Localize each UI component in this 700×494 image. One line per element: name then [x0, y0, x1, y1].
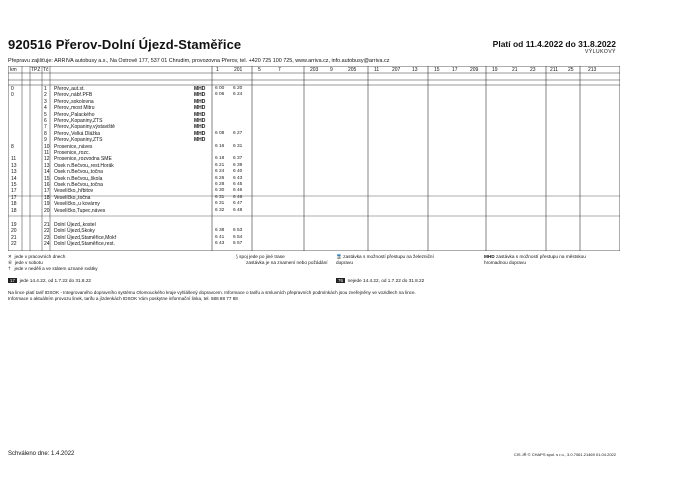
stop-km: 21: [11, 234, 17, 241]
departure-time: 6 57: [233, 241, 243, 247]
stop-tc: 5: [44, 111, 47, 118]
legend-text: jede 14.4.22, od 1.7.22 do 31.8.22: [19, 278, 92, 283]
trip-number: 17: [452, 67, 458, 73]
stop-tc: 16: [44, 182, 50, 188]
exception-label: VÝLUKOVÝ: [585, 49, 616, 55]
legend-text: jede v sobotu: [14, 260, 43, 265]
stop-name: Prosenice,,rozc.: [54, 150, 90, 156]
departure-time: 6 30: [215, 188, 225, 194]
approval-date: Schváleno dne: 1.4.2022: [8, 451, 75, 457]
stop-tag: MHD: [194, 105, 206, 112]
header-tpz: TPZ: [31, 67, 41, 73]
note-badge: 17: [10, 278, 16, 283]
stop-km: 13: [11, 169, 17, 176]
departure-time: 6 45: [233, 182, 243, 187]
trip-number: 13: [412, 67, 418, 73]
departure-time: 6 47: [233, 201, 243, 207]
stop-tc: 8: [44, 130, 47, 137]
stop-tc: 14: [44, 169, 50, 176]
stop-tag: MHD: [194, 98, 206, 105]
stop-tc: 2: [44, 92, 47, 99]
trip-number: 209: [470, 67, 479, 73]
stop-tc: 20: [44, 207, 50, 214]
departure-time: 6 24: [215, 169, 225, 175]
stop-name: Osek n.Bečvou,,rest.Horák: [54, 162, 114, 169]
stop-tc: 12: [44, 156, 50, 163]
trip-number: 25: [568, 67, 574, 73]
departure-time: 6 31: [215, 194, 225, 200]
stop-km: 14: [11, 175, 17, 182]
trip-number: 11: [374, 67, 380, 73]
stop-tc: 15: [44, 175, 50, 182]
departure-time: 6 32: [215, 207, 225, 213]
stop-km: 18: [11, 201, 17, 208]
stop-tc: 6: [44, 118, 47, 124]
trip-number: 7: [278, 67, 281, 73]
legend-note-76: [336, 278, 424, 284]
stop-tc: 23: [44, 234, 50, 241]
departure-time: 6 43: [215, 241, 225, 247]
legend-request-stop: [246, 260, 328, 266]
stop-tag: MHD: [194, 111, 206, 118]
stop-km: 20: [11, 228, 17, 235]
departure-time: 6 16: [215, 143, 225, 149]
stop-name: Přerov,,Palackého: [54, 111, 95, 118]
departure-time: 6 46: [233, 194, 243, 200]
legend-rail: [336, 254, 446, 265]
departure-time: 6 06: [215, 92, 225, 98]
trip-number: 15: [434, 67, 440, 73]
stop-km: 0: [11, 86, 14, 92]
departure-time: 6 00: [215, 86, 225, 91]
trip-number: 19: [492, 67, 498, 73]
stop-name: Přerov,,Kopaniny,ZTS: [54, 118, 103, 124]
departure-time: 6 28: [215, 182, 225, 187]
trip-number: 207: [392, 67, 401, 73]
trip-number: 1: [216, 67, 219, 73]
trip-number: 211: [550, 67, 558, 73]
stop-tag: MHD: [194, 86, 206, 92]
stop-name: Prosenice,,rozvodna SME: [54, 156, 112, 163]
stop-tc: 24: [44, 241, 50, 248]
stop-km: 11: [11, 156, 17, 163]
stop-km: 8: [11, 143, 14, 150]
stop-name: Přerov,,nábř.PFB: [54, 92, 93, 99]
departure-time: 6 31: [215, 201, 225, 207]
legend-note-17: [8, 278, 91, 284]
stop-km: 15: [11, 182, 17, 188]
stop-tc: 3: [44, 98, 47, 105]
train-icon: 🚆: [336, 254, 342, 259]
stop-name: Veselíčko,,u kovárny: [54, 201, 100, 208]
legend-text: zastávka s možností přestupu na městskou hromadnou dopravu: [484, 254, 586, 265]
stop-tc: 1: [44, 86, 47, 92]
stop-tc: 17: [44, 188, 50, 195]
stop-name: Dolní Újezd,Staměřice,rest.: [54, 241, 115, 248]
stop-tag: MHD: [194, 92, 206, 99]
stop-tag: MHD: [194, 118, 206, 124]
note-badge: 76: [338, 278, 344, 283]
stop-name: Dolní Újezd,Staměřice,Mokř: [54, 234, 117, 241]
stop-name: Veselíčko,Tupec,náves: [54, 207, 106, 214]
stop-tc: 13: [44, 162, 50, 169]
departure-time: 6 31: [233, 143, 243, 149]
trip-number: 213: [588, 67, 597, 73]
info-note: Informace o aktuálním provozu linek, tarifu a jízdenkách IDSOK Vám poskytne informační linka, tel. 588 88 77 88: [8, 296, 238, 301]
validity-period: Platí od 11.4.2022 do 31.8.2022: [492, 39, 616, 49]
stop-name: Prosenice,,náves: [54, 143, 93, 150]
legend-text: jede v neděli a ve státem uznané svátky: [14, 266, 98, 271]
stop-name: Přerov,,Kopaniny,ZTS: [54, 137, 103, 144]
stop-name: Přerov,,most Mitru: [54, 105, 95, 112]
stop-km: 22: [11, 241, 17, 248]
legend-text: zastávka je na znamení nebo požádání: [246, 260, 328, 265]
departure-time: 6 54: [233, 234, 243, 240]
departure-time: 6 48: [233, 207, 243, 213]
tariff-note: Na lince platí tarif IDSOK - Integrovaného dopravního systému Olomouckého kraje vyhlášený dopravcem. Informace o tarifu a smluvních přepravních podmínkách jsou zveřejněny ve vozidlech na lince.: [8, 290, 416, 295]
stop-name: Přerov,,Velká Dlážka: [54, 130, 101, 137]
header-km: km: [10, 67, 17, 73]
stop-name: Osek n.Bečvou,,škola: [54, 175, 103, 182]
stop-tc: 21: [44, 222, 50, 228]
departure-time: 6 27: [233, 130, 243, 136]
stop-tc: 4: [44, 105, 47, 112]
stop-name: Veselíčko,,točna: [54, 194, 91, 201]
legend-text: spoj jede po jiné trase: [239, 254, 285, 259]
timetable-grid: [8, 66, 620, 251]
trip-number: 201: [234, 67, 243, 73]
stop-name: Přerov,,Kopaniny,výstaviště: [54, 124, 115, 131]
departure-time: 6 39: [233, 162, 243, 168]
print-info: CIS JŘ © CHAPS spol. s r.o., 3.0.7061.21469 01.04.2022: [513, 452, 616, 457]
operator-info: Přepravu zajišťuje: ARRIVA autobusy a.s., Na Ostrově 177, 537 01 Chrudim, provozovna Přerov, tel. +420 725 100 725, www.arriva.cz, info.autobusy@arriva.cz: [8, 58, 390, 64]
header-tc: Tč: [43, 67, 49, 73]
stop-name: Veselíčko,,hřbitov: [54, 188, 94, 195]
stop-km: 17: [11, 194, 17, 201]
departure-time: 6 21: [215, 162, 225, 168]
departure-time: 6 24: [233, 92, 243, 98]
stop-km: 0: [11, 92, 14, 99]
trip-number: 5: [258, 67, 261, 73]
trip-number: 9: [330, 67, 333, 73]
legend-text: nejede 14.4.22, od 1.7.22 do 31.8.22: [347, 278, 425, 283]
departure-time: 6 18: [215, 156, 225, 162]
legend-route-change: ⟆ spoj jede po jiné trase: [236, 254, 285, 259]
stop-tc: 7: [44, 124, 47, 131]
departure-time: 6 41: [215, 234, 225, 240]
departure-time: 6 08: [215, 130, 225, 136]
stop-km: 17: [11, 188, 17, 195]
stop-km: 13: [11, 162, 17, 169]
trip-number: 23: [530, 67, 536, 73]
page-title: 920516 Přerov-Dolní Újezd-Staměřice: [8, 37, 242, 52]
stop-name: Osek n.Bečvou,,točna: [54, 182, 103, 188]
stop-tc: 10: [44, 143, 50, 150]
departure-time: 6 20: [233, 86, 243, 91]
legend-weekdays: ✕ jede v pracovních dnech: [8, 254, 66, 259]
legend-text: zastávka s možností přestupu na železniční dopravu: [336, 254, 434, 265]
stop-tc: 19: [44, 201, 50, 208]
stop-km: 19: [11, 222, 17, 228]
stop-tag: MHD: [194, 137, 206, 144]
stop-name: Přerov,,aut.st.: [54, 86, 85, 92]
departure-time: 6 26: [215, 175, 225, 181]
legend-saturday: ⑥ jede v sobotu: [8, 260, 43, 265]
stop-name: Dolní Újezd,,kostel: [54, 222, 96, 228]
legend-text: jede v pracovních dnech: [14, 254, 66, 259]
stop-name: Osek n.Bečvou,,točna: [54, 169, 103, 176]
trip-number: 21: [512, 67, 518, 73]
departure-time: 6 38: [215, 228, 225, 234]
legend-mhd: [484, 254, 604, 265]
stop-tag: MHD: [194, 130, 206, 137]
stop-name: Dolní Újezd,Skoky: [54, 228, 95, 235]
legend-sunday: † jede v neděli a ve státem uznané svátky: [8, 266, 98, 271]
stop-tc: 18: [44, 194, 50, 201]
stop-name: Přerov,,sokolovna: [54, 98, 94, 105]
departure-time: 6 53: [233, 228, 243, 234]
stop-tag: MHD: [194, 124, 206, 131]
stop-tc: 22: [44, 228, 50, 235]
departure-time: 6 46: [233, 188, 243, 194]
stop-tc: 11: [44, 150, 50, 156]
departure-time: 6 43: [233, 175, 243, 181]
trip-number: 203: [310, 67, 319, 73]
stop-tc: 9: [44, 137, 47, 144]
departure-time: 6 37: [233, 156, 243, 162]
departure-time: 6 40: [233, 169, 243, 175]
trip-number: 205: [348, 67, 357, 73]
mhd-label: MHD: [484, 254, 495, 259]
stop-km: 18: [11, 207, 17, 214]
